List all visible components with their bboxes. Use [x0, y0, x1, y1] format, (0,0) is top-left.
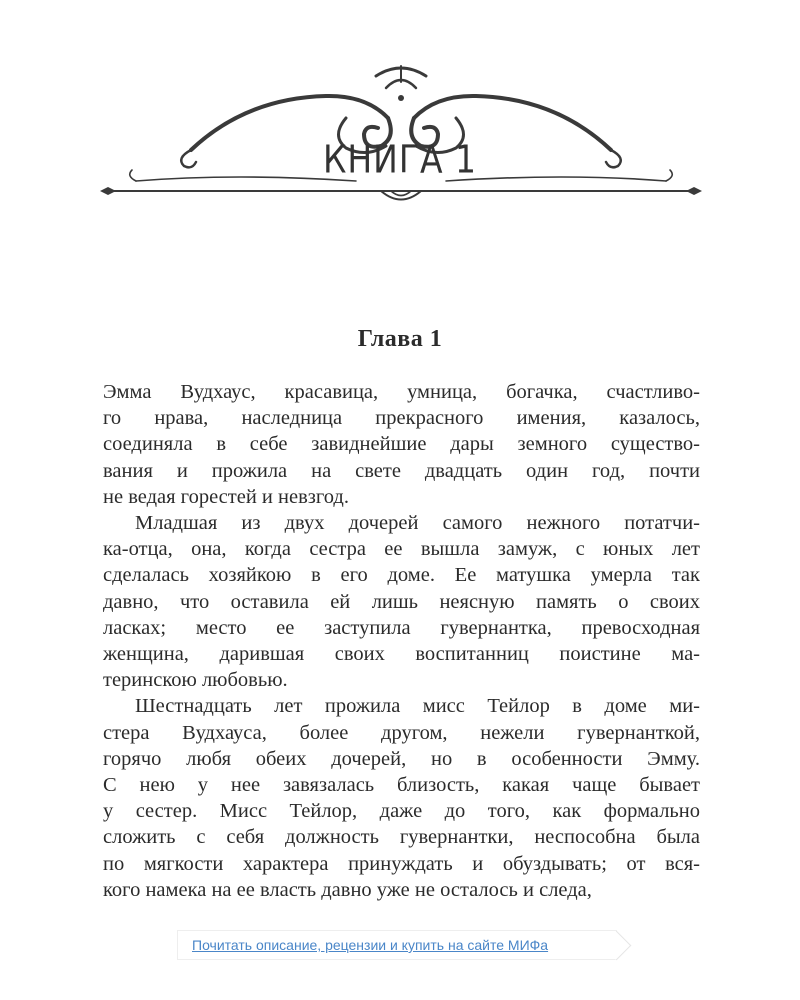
text-line: соединяла в себе завиднейшие дары земного существо-: [103, 433, 700, 456]
text-line: Младшая из двух дочерей самого нежного потатчи-: [135, 512, 700, 535]
paragraph: [103, 379, 700, 510]
text-line: у сестер. Мисс Тейлор, даже до того, как формально: [103, 800, 700, 823]
text-line: женщина, дарившая своих воспитанниц поистине ма-: [103, 643, 700, 666]
footer-link-bar[interactable]: [177, 930, 617, 960]
text-line: С нею у нее завязалась близость, какая чаще бывает: [103, 774, 700, 797]
text-line: вания и прожила на свете двадцать один год, почти: [103, 459, 700, 482]
book-title: КНИГА 1: [322, 137, 478, 182]
text-line: Эмма Вудхаус, красавица, умница, богачка, счастливо-: [103, 381, 700, 403]
paragraph: [103, 693, 700, 903]
text-line: не ведая горестей и невзгод.: [103, 485, 349, 508]
text-line: Шестнадцать лет прожила мисс Тейлор в доме ми-: [135, 695, 700, 718]
text-line: ласках; место ее заступила гувернантка, превосходная: [103, 616, 700, 639]
text-line: по мягкости характера принуждать и обуздывать; от вся-: [103, 852, 700, 875]
text-line: горячо любя обеих дочерей, но в особенности Эмму.: [103, 747, 700, 770]
text-line: ка-отца, она, когда сестра ее вышла замуж, с юных лет: [103, 538, 700, 561]
text-line: сложить с себя должность гувернантки, неспособна была: [103, 826, 700, 849]
paragraph: [103, 510, 700, 693]
text-line: давно, что оставила ей лишь неясную память о своих: [103, 590, 700, 613]
chapter-body: [103, 379, 700, 903]
text-line: сделалась хозяйкою в его доме. Ее матушка умерла так: [103, 564, 700, 587]
buy-link[interactable]: Почитать описание, рецензии и купить на сайте МИФа: [192, 937, 549, 953]
chevron-right-icon: [602, 931, 632, 961]
text-line: стера Вудхауса, более другом, нежели гувернанткой,: [103, 721, 700, 744]
text-line: кого намека на ее власть давно уже не осталось и следа,: [103, 878, 592, 901]
chapter-title: Глава 1: [357, 326, 443, 352]
ornament-frame: [96, 58, 706, 208]
text-line: го нрава, наследница прекрасного имения, казалось,: [103, 407, 700, 430]
text-line: теринскою любовью.: [103, 669, 288, 692]
